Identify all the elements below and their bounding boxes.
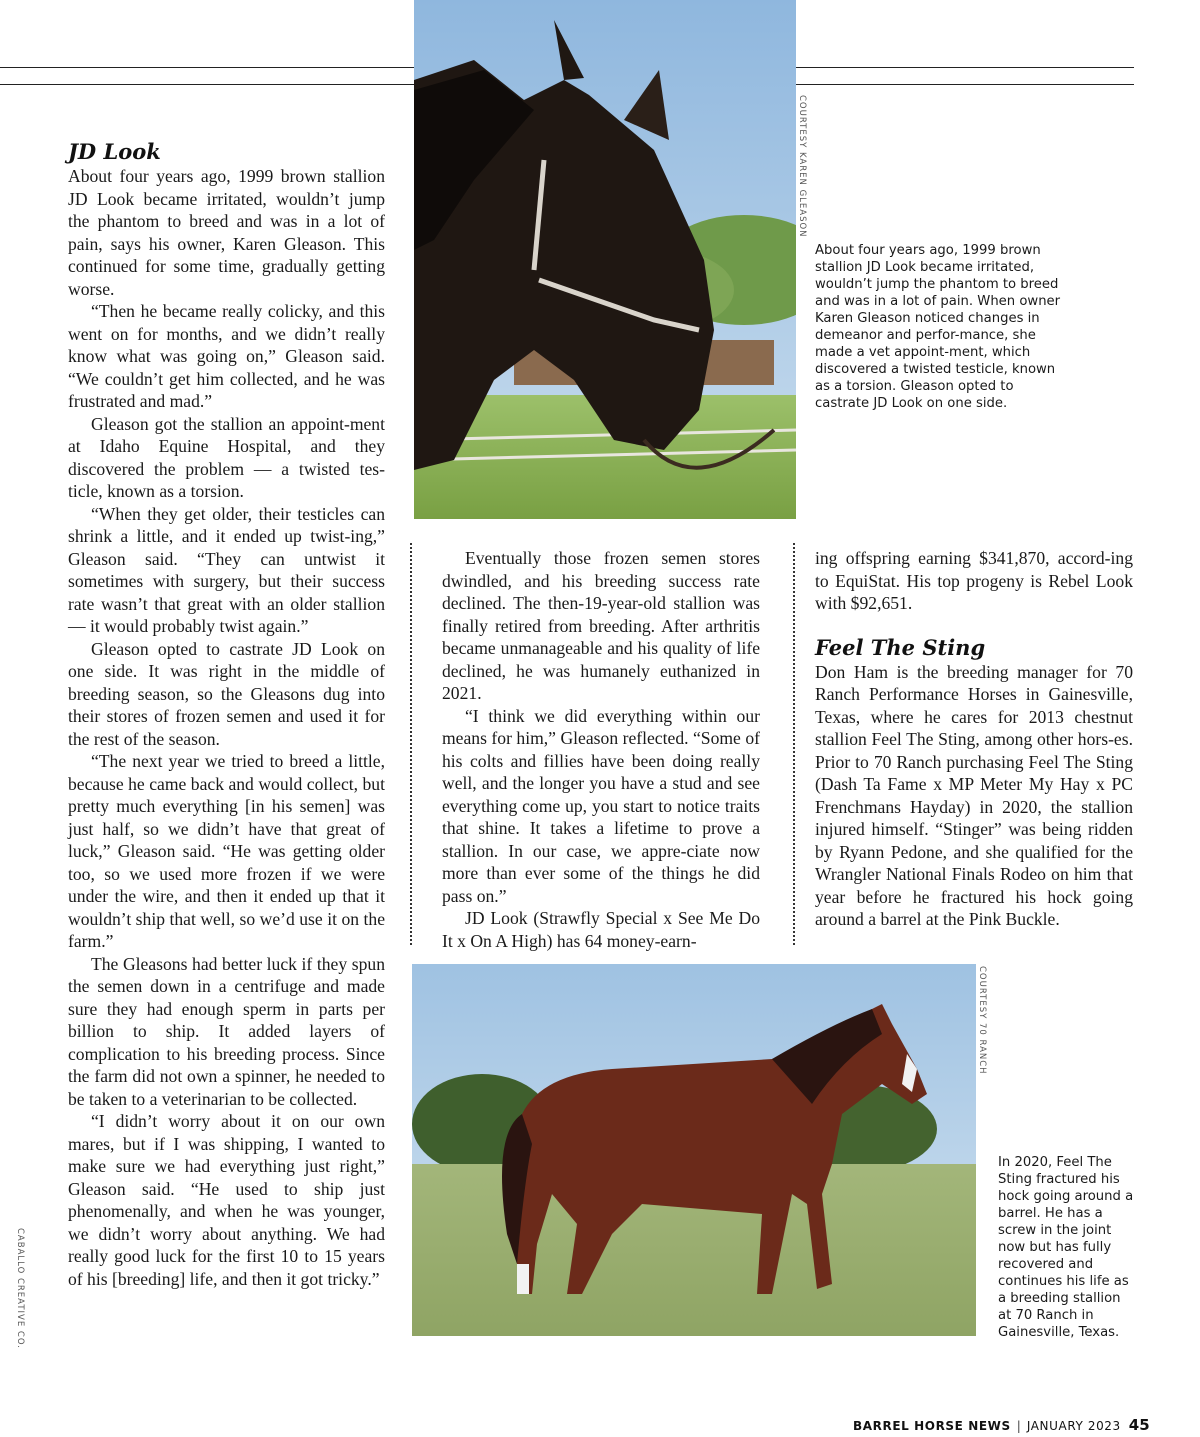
photo-caption-top: About four years ago, 1999 brown stallion JD Look became irritated, wouldn’t jump the phantom to breed and was in a lot of pain. When owner Karen Gleason noticed changes in demeanor and perfor-mance, she made a vet appoint-ment, which discovered a twisted testicle, known as a torsion. Gleason opted to castrate JD Look on one side. (815, 243, 1061, 411)
side-credit: CABALLO CREATIVE CO. (15, 1228, 25, 1349)
paragraph: “The next year we tried to breed a little, because he came back and would collect, but pretty much everything [in his semen] was just half, so we didn’t have that great of luck,” Gleason said. “He was getting older too, so we used more frozen if we were under the wire, and then it ended up that it wouldn’t ship that well, so we’d use it on the farm.” (68, 751, 385, 951)
paragraph: JD Look (Strawfly Special x See Me Do It x On A High) has 64 money-earn- (442, 908, 760, 951)
paragraph: ing offspring earning $341,870, accord-ing to EquiStat. His top progeny is Rebel Look with $92,651. (815, 548, 1133, 613)
feel-the-sting-photo (412, 964, 976, 1336)
top-rule-right-2 (796, 84, 1134, 85)
paragraph: Gleason opted to castrate JD Look on one side. It was right in the middle of breeding season, so the Gleasons dug into their stores of frozen semen and used it for the rest of the season. (68, 638, 385, 749)
paragraph: Gleason got the stallion an appoint-ment at Idaho Equine Hospital, and they discovered the problem — a twisted tes-ticle, known as a torsion. (68, 413, 385, 501)
footer-separator: | (1016, 1419, 1021, 1433)
section-heading-feel-the-sting: Feel The Sting (815, 634, 986, 660)
paragraph: “I think we did everything within our means for him,” Gleason reflected. “Some of his colts and fillies have been doing really well, and the longer you have a stud and see everything come up, you start to notice traits that shine. It takes a lifetime to prove a stallion. In our case, we appre-ciate now more than ever some of the things he did pass on.” (442, 705, 760, 906)
paragraph: About four years ago, 1999 brown stallion JD Look became irritated, wouldn’t jump the phantom to breed and was in a lot of pain, says his owner, Karen Gleason. This continued for some time, gradually getting worse. (68, 166, 385, 299)
page-footer (853, 1416, 1150, 1434)
section-heading-jd-look: JD Look (68, 139, 161, 164)
paragraph: “When they get older, their testicles can shrink a little, and it ended up twist-ing,” Gleason said. “They can untwist it sometimes with surgery, but their success rate wasn’t that great with an older stallion — it would probably twist again.” (68, 503, 385, 636)
top-rule-left-2 (0, 84, 414, 85)
column-divider-left (410, 543, 412, 945)
magazine-name: BARREL HORSE NEWS (853, 1419, 1011, 1433)
article-column-1 (68, 139, 385, 1290)
paragraph: Eventually those frozen semen stores dwindled, and his breeding success rate declined. The then-19-year-old stallion was finally retired from breeding. After arthritis became unmanageable and his quality of life declined, he was humanely euthanized in 2021. (442, 548, 760, 703)
column-divider-right (793, 543, 795, 945)
article-column-2 (442, 547, 760, 952)
jd-look-photo (414, 0, 796, 519)
photo-credit-top: COURTESY KAREN GLEASON (797, 95, 807, 238)
top-rule-left-1 (0, 67, 414, 68)
article-column-3 (815, 547, 1133, 931)
top-rule-right-1 (796, 67, 1134, 68)
page-number: 45 (1128, 1416, 1150, 1434)
photo-credit-bottom: COURTESY 70 RANCH (977, 966, 987, 1075)
issue-date: JANUARY 2023 (1026, 1419, 1121, 1433)
photo-caption-bottom: In 2020, Feel The Sting fractured his hock going around a barrel. He has a screw in the joint now but has fully recovered and continues his life as a breeding stallion at 70 Ranch in Gainesville, Texas. (998, 1155, 1134, 1340)
paragraph: Don Ham is the breeding manager for 70 Ranch Performance Horses in Gainesville, Texas, where he cares for 2013 chestnut stallion Feel The Sting, among other hors-es. Prior to 70 Ranch purchasing Feel The Sting (Dash Ta Fame x MP Meter My Hay x PC Frenchmans Hayday) in 2020, the stallion injured himself. “Stinger” was being ridden by Ryann Pedone, and she qualified for the Wrangler National Finals Rodeo on him that year before he fractured his hock going around a barrel at the Pink Buckle. (815, 661, 1133, 929)
paragraph: “Then he became really colicky, and this went on for months, and we didn’t really know what was going on,” Gleason said. “We couldn’t get him collected, and he was frustrated and mad.” (68, 301, 385, 411)
paragraph: “I didn’t worry about it on our own mares, but if I was shipping, I wanted to make sure we had everything just right,” Gleason said. “He used to ship just phenomenally, and when he was younger, we didn’t worry about anything. We had really good luck for the first 10 to 15 years of his [breeding] life, and then it got tricky.” (68, 1111, 385, 1289)
paragraph: The Gleasons had better luck if they spun the semen down in a centrifuge and made sure they had enough sperm in parts per billion to ship. It added layers of complication to his breeding process. Since the farm did not own a spinner, he needed to be taken to a veterinarian to be collected. (68, 953, 385, 1109)
